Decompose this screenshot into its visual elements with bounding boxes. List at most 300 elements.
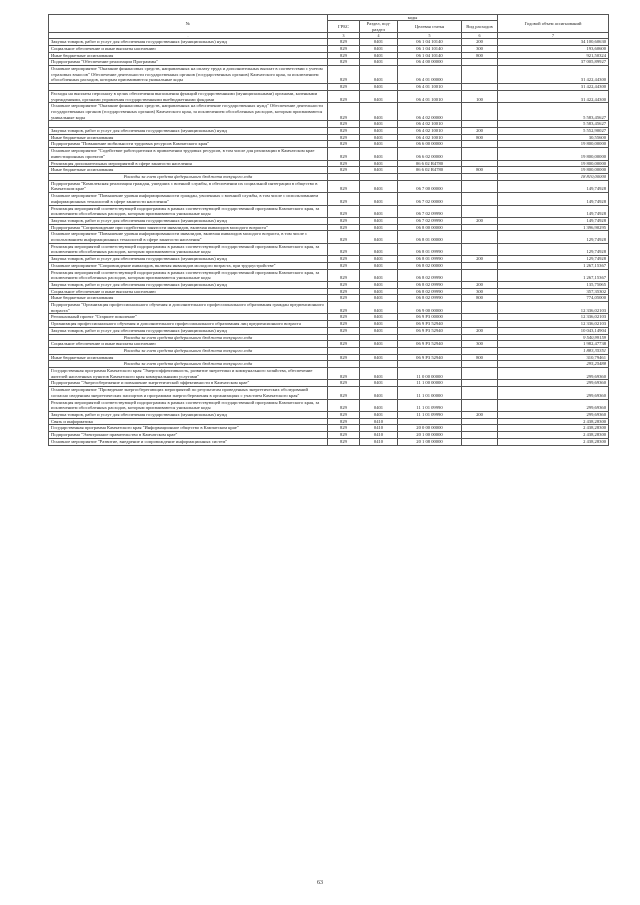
row-razdel: 0401 <box>360 288 398 295</box>
row-razdel: 0410 <box>360 438 398 445</box>
table-row <box>49 141 609 148</box>
header-expense-type: Вид расходов <box>462 21 498 33</box>
row-amount: 2 438,28300 <box>498 432 609 439</box>
table-row <box>49 256 609 263</box>
row-target-article: 06 6 02 R4780 <box>398 160 462 167</box>
row-description: Основное мероприятие "Сопровождение инвалидов, включая инвалидов молодого возраста, при трудоустройстве" <box>49 262 328 269</box>
row-description: Реализация мероприятий соответствующей подпрограммы в рамках соответствующей государственной программы Камчатского края, за исключением обособленных расходов, которым присваиваются уникальные коды <box>49 205 328 217</box>
row-description: Закупка товаров, работ и услуг для обеспечения государственных (муниципальных) нужд <box>49 217 328 224</box>
table-row <box>49 302 609 314</box>
row-amount: 299,69360 <box>498 399 609 411</box>
row-description: Основное мероприятие "Повышение уровня информированности граждан, уволенных с военной службы, в том числе с использованием информационных технологий в сфере занятости населения" <box>49 193 328 205</box>
row-grbs: 829 <box>328 45 360 52</box>
row-grbs: 829 <box>328 412 360 419</box>
row-target-article: 06 9 P3 52940 <box>398 354 462 361</box>
row-description: Расходы на выплаты персоналу в целях обеспечения выполнения функций государственными (муниципальными) органами, казенными учреждениями, органами управления государственными внебюджетными фондами <box>49 90 328 102</box>
row-expense-type: 100 <box>462 90 498 102</box>
row-description: Подпрограмма "Обеспечение реализации Программы" <box>49 59 328 66</box>
row-razdel <box>360 173 398 180</box>
row-razdel: 0401 <box>360 52 398 59</box>
row-grbs: 829 <box>328 425 360 432</box>
row-amount: 1 267,15367 <box>498 269 609 281</box>
row-target-article: 11 1 00 00000 <box>398 380 462 387</box>
row-description: Реализация мероприятий соответствующей подпрограммы в рамках соответствующей государственной программы Камчатского края, за исключением обособленных расходов, которым присваиваются уникальные коды <box>49 269 328 281</box>
row-target-article: 06 4 01 10010 <box>398 84 462 91</box>
table-row <box>49 412 609 419</box>
row-razdel: 0401 <box>360 128 398 135</box>
row-expense-type <box>462 193 498 205</box>
row-razdel: 0401 <box>360 205 398 217</box>
row-amount: 1 883,35351 <box>498 347 609 354</box>
table-row <box>49 243 609 255</box>
table-row <box>49 167 609 174</box>
row-grbs: 829 <box>328 180 360 192</box>
row-grbs: 829 <box>328 121 360 128</box>
row-grbs: 829 <box>328 321 360 328</box>
row-expense-type <box>462 269 498 281</box>
row-grbs: 829 <box>328 295 360 302</box>
row-razdel: 0401 <box>360 224 398 231</box>
table-row <box>49 59 609 66</box>
row-description: Государственная программа Камчатского края "Информационное общество в Камчатском крае" <box>49 425 328 432</box>
row-grbs: 829 <box>328 438 360 445</box>
row-razdel: 0401 <box>360 380 398 387</box>
row-grbs: 829 <box>328 193 360 205</box>
row-razdel: 0410 <box>360 425 398 432</box>
row-razdel: 0401 <box>360 84 398 91</box>
row-description: Основное мероприятие "Развитие, внедрение и сопровождение информационных систем" <box>49 438 328 445</box>
row-target-article: 06 6 02 R4780 <box>398 167 462 174</box>
row-description: Основное мероприятие "Оказание финансовых средств, направленных на обеспечение государственных нужд" Обеспечение деятельности государственных органов (государственных органов) Камчатского края, за исключением обособленных расходов, которым присваиваются уникальные коды <box>49 103 328 121</box>
row-target-article: 11 1 01 09990 <box>398 399 462 411</box>
row-target-article: 06 6 02 00000 <box>398 148 462 160</box>
table-row <box>49 368 609 380</box>
row-amount: 299,69360 <box>498 387 609 399</box>
row-grbs: 829 <box>328 314 360 321</box>
row-expense-type <box>462 224 498 231</box>
row-grbs <box>328 173 360 180</box>
row-description: Иные бюджетные ассигнования <box>49 167 328 174</box>
row-description: Расходы за счет средств федерального бюджета текущего года <box>49 347 328 354</box>
table-row <box>49 231 609 243</box>
row-expense-type: 800 <box>462 295 498 302</box>
table-body <box>49 39 609 445</box>
row-description: Организация профессионального обучения и дополнительного профессионального образования лиц предпенсионного возраста <box>49 321 328 328</box>
row-description: Закупка товаров, работ и услуг для обеспечения государственных (муниципальных) нужд <box>49 128 328 135</box>
row-grbs: 829 <box>328 354 360 361</box>
row-grbs: 829 <box>328 368 360 380</box>
header-index-cell: 3 <box>328 33 360 39</box>
row-amount: 310,79461 <box>498 354 609 361</box>
row-target-article: 06 4 01 10010 <box>398 90 462 102</box>
row-amount: 1 982,47738 <box>498 341 609 348</box>
row-target-article <box>398 173 462 180</box>
row-description: Социальное обеспечение и иные выплаты населению <box>49 341 328 348</box>
row-expense-type <box>462 387 498 399</box>
header-target-article: Целевая статья <box>398 21 462 33</box>
row-razdel: 0401 <box>360 262 398 269</box>
row-target-article <box>398 334 462 341</box>
table-row <box>49 193 609 205</box>
row-description: Реализация мероприятий соответствующей подпрограммы в рамках соответствующей государственной программы Камчатского края, за исключением обособленных расходов, которым присваиваются уникальные коды <box>49 399 328 411</box>
table-row <box>49 321 609 328</box>
row-description: Основное мероприятие "Проведение энергосберегающих мероприятий по результатам проведенных энергетических обследований согласно сведениям энергетических паспортов и программам энергосбережения в организациях с участием Камчатского края" <box>49 387 328 399</box>
row-description: Иные бюджетные ассигнования <box>49 354 328 361</box>
row-expense-type: 800 <box>462 52 498 59</box>
row-target-article: 06 4 00 00000 <box>398 59 462 66</box>
table-row <box>49 314 609 321</box>
row-grbs: 829 <box>328 432 360 439</box>
row-razdel: 0401 <box>360 256 398 263</box>
row-description: Реализация мероприятий соответствующей подпрограммы в рамках соответствующей государственной программы Камчатского края, за исключением обособленных расходов, которым присваиваются уникальные коды <box>49 243 328 255</box>
table-row <box>49 288 609 295</box>
row-target-article: 06 7 02 09990 <box>398 217 462 224</box>
row-amount: 12 336,02103 <box>498 302 609 314</box>
row-target-article: 06 6 00 00000 <box>398 141 462 148</box>
row-amount: 299,69360 <box>498 380 609 387</box>
row-description: Подпрограмма "Организация профессионального обучения и дополнительного профессионального образования граждан предпенсионного возраста" <box>49 302 328 314</box>
row-expense-type <box>462 438 498 445</box>
row-razdel: 0401 <box>360 59 398 66</box>
header-index-cell: 7 <box>498 33 609 39</box>
row-grbs: 829 <box>328 387 360 399</box>
row-expense-type <box>462 432 498 439</box>
row-razdel: 0401 <box>360 160 398 167</box>
row-expense-type: 200 <box>462 217 498 224</box>
row-target-article: 06 7 00 00000 <box>398 180 462 192</box>
header-volume: Годовой объем ассигнований <box>498 15 609 33</box>
row-expense-type: 200 <box>462 327 498 334</box>
row-razdel: 0401 <box>360 121 398 128</box>
row-grbs: 829 <box>328 128 360 135</box>
row-amount: 34 100,60630 <box>498 39 609 46</box>
row-description: Региональный проект "Старшее поколение" <box>49 314 328 321</box>
row-description: Расходы за счет средств федерального бюджета текущего года <box>49 173 328 180</box>
row-target-article: 20 1 08 00000 <box>398 438 462 445</box>
table-row <box>49 295 609 302</box>
table-row <box>49 121 609 128</box>
row-target-article: 06 9 P3 00000 <box>398 314 462 321</box>
table-row <box>49 262 609 269</box>
header-grbs: ГРБС <box>328 21 360 33</box>
table-note-row <box>49 361 609 368</box>
row-description: Государственная программа Камчатского края "Энергоэффективность, развитие энергетики и коммунального хозяйства, обеспечение жителей населенных пунктов Камчатского края коммунальными услугами" <box>49 368 328 380</box>
row-amount: 31 422,44300 <box>498 84 609 91</box>
row-grbs: 829 <box>328 59 360 66</box>
row-target-article: 06 8 01 09990 <box>398 243 462 255</box>
table-row <box>49 269 609 281</box>
row-target-article: 06 4 02 10010 <box>398 128 462 135</box>
page-number: 63 <box>317 880 323 886</box>
row-description: Закупка товаров, работ и услуг для обеспечения государственных (муниципальных) нужд <box>49 412 328 419</box>
row-razdel: 0401 <box>360 39 398 46</box>
row-amount: 2 438,28300 <box>498 438 609 445</box>
row-expense-type <box>462 160 498 167</box>
table-row <box>49 90 609 102</box>
table-row <box>49 341 609 348</box>
row-amount: 19 800,00000 <box>498 167 609 174</box>
table-row <box>49 128 609 135</box>
row-amount: 5 552,90027 <box>498 128 609 135</box>
row-target-article <box>398 418 462 425</box>
row-razdel: 0401 <box>360 231 398 243</box>
row-grbs: 829 <box>328 66 360 84</box>
row-amount: 149,74928 <box>498 180 609 192</box>
table-row <box>49 103 609 121</box>
row-amount: 37 005,89927 <box>498 59 609 66</box>
row-razdel <box>360 334 398 341</box>
row-amount: 129,74928 <box>498 231 609 243</box>
row-description: Закупка товаров, работ и услуг для обеспечения государственных (муниципальных) нужд <box>49 39 328 46</box>
row-expense-type <box>462 84 498 91</box>
row-expense-type <box>462 302 498 314</box>
row-grbs: 829 <box>328 327 360 334</box>
table-row <box>49 354 609 361</box>
row-razdel: 0401 <box>360 321 398 328</box>
row-amount: 9 540,99159 <box>498 334 609 341</box>
row-description: Основное мероприятие "Оказание финансовых средств, направленных на оплату труда и дополнительных выплат в соответствии с учетом страховых взносов" Обеспечение деятельности государственных органов (государственных органов) Камчатского края, за исключением обособленных расходов, которым присваиваются уникальные коды <box>49 66 328 84</box>
row-razdel: 0401 <box>360 134 398 141</box>
row-expense-type: 200 <box>462 128 498 135</box>
row-expense-type <box>462 334 498 341</box>
row-target-article: 20 1 00 00000 <box>398 432 462 439</box>
row-amount: 19 800,00000 <box>498 160 609 167</box>
row-description: Расходы за счет средств федерального бюджета текущего года <box>49 334 328 341</box>
row-expense-type: 200 <box>462 256 498 263</box>
row-description: Основное мероприятие "Повышение уровня информированности инвалидов, включая инвалидов молодого возраста, в том числе с использованием информационных технологий в сфере занятости населения" <box>49 231 328 243</box>
row-razdel: 0401 <box>360 314 398 321</box>
row-razdel <box>360 347 398 354</box>
row-target-article: 06 9 00 00000 <box>398 302 462 314</box>
row-description: Подпрограмма "Сопровождение при содействии занятости инвалидов, включая инвалидов молодого возраста" <box>49 224 328 231</box>
row-grbs: 829 <box>328 281 360 288</box>
header-number: № <box>49 15 328 33</box>
table-row <box>49 418 609 425</box>
row-razdel: 0410 <box>360 418 398 425</box>
row-grbs: 829 <box>328 288 360 295</box>
row-description: Социальное обеспечение и иные выплаты населению <box>49 45 328 52</box>
row-razdel: 0401 <box>360 412 398 419</box>
row-target-article: 06 4 02 10010 <box>398 121 462 128</box>
row-amount: 18 810,00000 <box>498 173 609 180</box>
row-razdel: 0401 <box>360 327 398 334</box>
table-note-row <box>49 334 609 341</box>
table-row <box>49 281 609 288</box>
row-razdel <box>360 361 398 368</box>
row-description: Закупка товаров, работ и услуг для обеспечения государственных (муниципальных) нужд <box>49 256 328 263</box>
row-razdel: 0401 <box>360 45 398 52</box>
table-row <box>49 399 609 411</box>
row-grbs <box>328 361 360 368</box>
row-target-article: 06 8 01 09990 <box>398 256 462 263</box>
row-amount: 193,60600 <box>498 45 609 52</box>
table-row <box>49 224 609 231</box>
row-razdel: 0401 <box>360 180 398 192</box>
row-expense-type <box>462 141 498 148</box>
row-grbs: 829 <box>328 418 360 425</box>
row-razdel: 0401 <box>360 269 398 281</box>
row-grbs: 829 <box>328 167 360 174</box>
row-target-article: 06 8 02 00000 <box>398 262 462 269</box>
row-description: Подпрограмма "Комплексная реализация граждан, ушедших с военной службы, в обеспечении их социальной интеграции в общество в Камчатском крае" <box>49 180 328 192</box>
row-razdel: 0401 <box>360 103 398 121</box>
row-expense-type: 300 <box>462 341 498 348</box>
table-row <box>49 380 609 387</box>
row-description <box>49 121 328 128</box>
row-expense-type <box>462 314 498 321</box>
row-razdel: 0401 <box>360 302 398 314</box>
row-grbs: 829 <box>328 341 360 348</box>
row-expense-type <box>462 103 498 121</box>
row-grbs: 829 <box>328 148 360 160</box>
row-grbs: 829 <box>328 141 360 148</box>
row-grbs: 829 <box>328 217 360 224</box>
row-description: Подпрограмма "Электронное правительство в Камчатском крае" <box>49 432 328 439</box>
row-expense-type <box>462 361 498 368</box>
row-amount: 12 336,02103 <box>498 321 609 328</box>
row-description: Иные бюджетные ассигнования <box>49 295 328 302</box>
row-expense-type: 200 <box>462 281 498 288</box>
row-expense-type <box>462 321 498 328</box>
row-description: Иные бюджетные ассигнования <box>49 52 328 59</box>
row-expense-type: 300 <box>462 288 498 295</box>
row-expense-type <box>462 231 498 243</box>
table-row <box>49 432 609 439</box>
row-razdel: 0401 <box>360 354 398 361</box>
row-amount: 2 438,28300 <box>498 418 609 425</box>
table-row <box>49 160 609 167</box>
table-row <box>49 45 609 52</box>
row-expense-type <box>462 148 498 160</box>
row-expense-type: 800 <box>462 167 498 174</box>
table-row <box>49 438 609 445</box>
row-expense-type <box>462 180 498 192</box>
row-grbs: 829 <box>328 243 360 255</box>
header-codes: коды <box>328 15 498 21</box>
row-razdel: 0401 <box>360 217 398 224</box>
row-amount: 5 583,45627 <box>498 121 609 128</box>
row-amount: 299,69360 <box>498 368 609 380</box>
row-razdel: 0401 <box>360 387 398 399</box>
row-amount: 30,55600 <box>498 134 609 141</box>
row-razdel: 0410 <box>360 432 398 439</box>
row-description: Расходы за счет средств федерального бюджета текущего года <box>49 361 328 368</box>
row-amount: 774,05000 <box>498 295 609 302</box>
row-grbs: 829 <box>328 231 360 243</box>
row-amount: 12 336,02103 <box>498 314 609 321</box>
row-amount: 5 583,45627 <box>498 103 609 121</box>
row-grbs: 829 <box>328 256 360 263</box>
row-expense-type <box>462 59 498 66</box>
row-razdel: 0401 <box>360 141 398 148</box>
row-amount: 31 422,44300 <box>498 90 609 102</box>
row-razdel: 0401 <box>360 66 398 84</box>
row-razdel: 0401 <box>360 243 398 255</box>
table-row <box>49 39 609 46</box>
header-index-cell: 5 <box>398 33 462 39</box>
row-target-article: 06 8 02 09990 <box>398 269 462 281</box>
row-target-article: 06 9 P3 52940 <box>398 341 462 348</box>
row-grbs: 829 <box>328 224 360 231</box>
row-target-article: 20 0 00 00000 <box>398 425 462 432</box>
row-amount: 149,74928 <box>498 217 609 224</box>
row-description: Закупка товаров, работ и услуг для обеспечения государственных (муниципальных) нужд <box>49 327 328 334</box>
row-grbs <box>328 334 360 341</box>
row-expense-type <box>462 368 498 380</box>
row-amount: 295,25488 <box>498 361 609 368</box>
row-razdel: 0401 <box>360 295 398 302</box>
row-amount: 10 043,14904 <box>498 327 609 334</box>
row-expense-type <box>462 418 498 425</box>
header-index-cell: 4 <box>360 33 398 39</box>
row-expense-type <box>462 262 498 269</box>
row-amount: 299,69360 <box>498 412 609 419</box>
header-razdel: Раздел, под-раздел <box>360 21 398 33</box>
row-target-article: 06 8 02 09990 <box>398 288 462 295</box>
header-index-cell: 6 <box>462 33 498 39</box>
table-row <box>49 425 609 432</box>
row-expense-type <box>462 173 498 180</box>
row-target-article: 11 1 01 09990 <box>398 412 462 419</box>
table-row <box>49 148 609 160</box>
row-grbs: 829 <box>328 399 360 411</box>
table-row <box>49 66 609 84</box>
header-index-cell: . <box>49 33 328 39</box>
row-target-article <box>398 361 462 368</box>
row-target-article: 06 8 02 09990 <box>398 295 462 302</box>
row-expense-type: 300 <box>462 45 498 52</box>
row-expense-type <box>462 121 498 128</box>
table-row <box>49 205 609 217</box>
row-expense-type <box>462 399 498 411</box>
row-amount: 129,74928 <box>498 243 609 255</box>
row-grbs <box>328 347 360 354</box>
row-target-article: 06 9 P3 52940 <box>398 321 462 328</box>
row-expense-type <box>462 380 498 387</box>
row-expense-type: 800 <box>462 354 498 361</box>
row-description <box>49 84 328 91</box>
row-target-article: 06 7 02 00000 <box>398 193 462 205</box>
row-razdel: 0401 <box>360 193 398 205</box>
row-amount: 921,50324 <box>498 52 609 59</box>
row-grbs: 829 <box>328 84 360 91</box>
row-razdel: 0401 <box>360 281 398 288</box>
row-description: Подпрограмма "Повышение мобильности трудовых ресурсов Камчатского края" <box>49 141 328 148</box>
row-grbs: 829 <box>328 90 360 102</box>
row-target-article: 06 4 02 00000 <box>398 103 462 121</box>
row-target-article: 06 9 P3 52940 <box>398 327 462 334</box>
row-amount: 1 267,15367 <box>498 262 609 269</box>
row-grbs: 829 <box>328 262 360 269</box>
row-razdel: 0401 <box>360 341 398 348</box>
row-grbs: 829 <box>328 103 360 121</box>
table-row <box>49 387 609 399</box>
row-description: Основное мероприятие "Содействие работодателям в привлечении трудовых ресурсов, в том числе для реализации в Камчатском крае инвестиционных проектов" <box>49 148 328 160</box>
row-expense-type <box>462 347 498 354</box>
row-target-article: 06 8 02 09990 <box>398 281 462 288</box>
row-target-article: 06 8 01 00000 <box>398 231 462 243</box>
row-grbs: 829 <box>328 380 360 387</box>
row-expense-type: 200 <box>462 39 498 46</box>
row-amount: 357,35302 <box>498 288 609 295</box>
row-expense-type <box>462 205 498 217</box>
row-expense-type <box>462 243 498 255</box>
budget-table <box>48 14 609 446</box>
row-expense-type <box>462 66 498 84</box>
row-description: Иные бюджетные ассигнования <box>49 134 328 141</box>
row-grbs: 829 <box>328 52 360 59</box>
row-target-article: 11 1 01 00000 <box>398 387 462 399</box>
